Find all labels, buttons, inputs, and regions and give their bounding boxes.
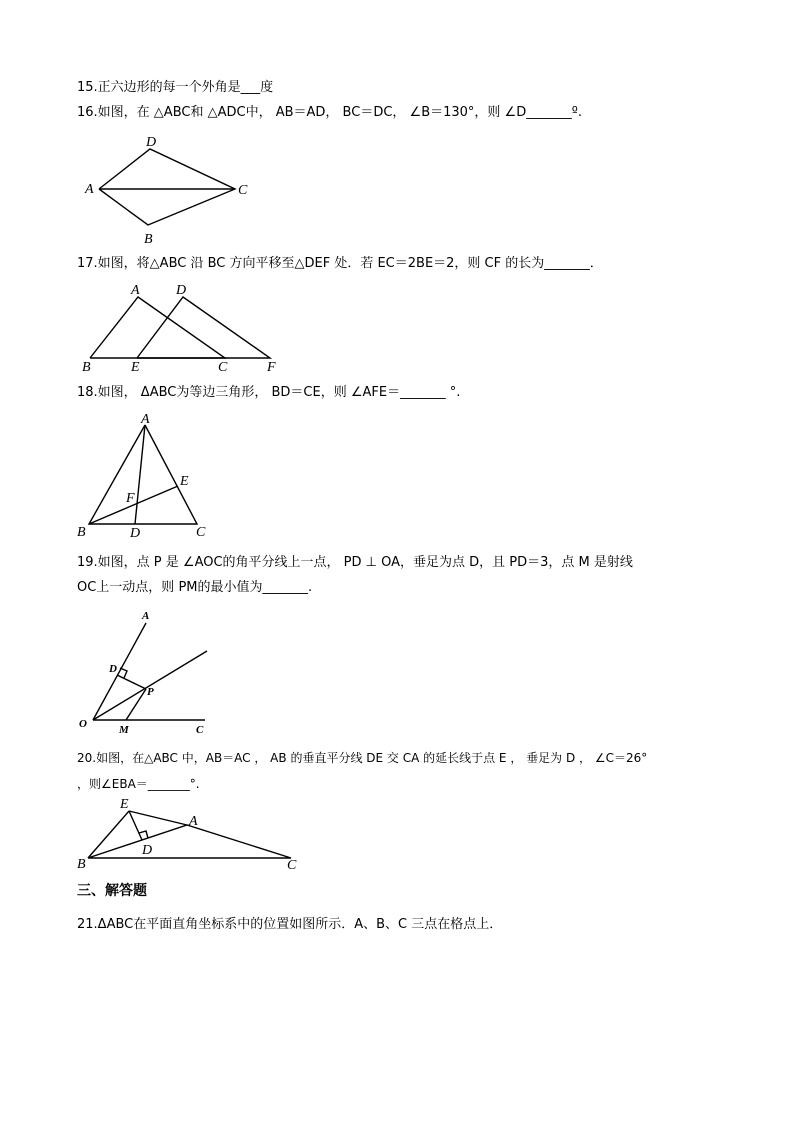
fig16-label-d: D <box>146 135 157 150</box>
figure-18 <box>75 412 225 542</box>
fig16-label-c: C <box>238 183 248 198</box>
question-18: 18.如图， ΔABC为等边三角形， BD＝CE，则 ∠AFE＝_______ °. <box>77 385 461 400</box>
question-21: 21.ΔABC在平面直角坐标系中的位置如图所示．A、B、C 三点在格点上． <box>77 917 503 932</box>
question-20-line-2: ，则∠EBA＝_______°. <box>77 777 200 791</box>
fig20-segment-ed <box>129 811 142 840</box>
question-15: 15.正六边形的每一个外角是___度 <box>77 80 274 95</box>
fig20-label-a: A <box>189 814 198 829</box>
question-19-line-2: OC上一动点，则 PM的最小值为_______. <box>77 580 313 595</box>
fig20-triangle-abc <box>88 825 291 858</box>
question-19-line-1: 19.如图，点 P 是 ∠AOC的角平分线上一点， PD ⊥ OA，垂足为点 D，且 PD＝3，点 M 是射线 <box>77 555 633 570</box>
fig16-quadrilateral <box>99 149 235 225</box>
fig20-label-e: E <box>120 797 129 812</box>
fig17-triangle-def <box>137 297 270 358</box>
fig19-label-p: P <box>147 686 154 698</box>
fig19-label-d: D <box>109 663 117 675</box>
fig17-label-f: F <box>267 360 276 375</box>
fig19-segment-pd <box>117 675 146 689</box>
fig17-label-d: D <box>176 283 187 298</box>
fig20-label-b: B <box>77 857 86 872</box>
fig18-label-d: D <box>130 526 141 541</box>
fig20-label-d: D <box>142 843 153 858</box>
fig20-label-c: C <box>287 858 297 873</box>
fig18-label-c: C <box>196 525 206 540</box>
fig17-label-a: A <box>131 283 140 298</box>
figure-16 <box>80 132 270 247</box>
question-17: 17.如图，将△ABC 沿 BC 方向平移至△DEF 处．若 EC＝2BE＝2，则 CF 的长为_______． <box>77 256 603 271</box>
question-16: 16.如图，在 △ABC和 △ADC中， AB＝AD， BC＝DC， ∠B＝130°，则 ∠D_______º. <box>77 105 582 120</box>
fig19-label-a: A <box>142 610 150 622</box>
section-3-heading: 三、解答题 <box>77 883 147 899</box>
fig18-label-a: A <box>141 412 150 427</box>
fig20-segment-ea <box>129 811 187 825</box>
fig18-label-b: B <box>77 525 86 540</box>
fig19-label-o: O <box>79 718 87 730</box>
fig18-label-f: F <box>126 491 135 506</box>
fig17-triangle-abc <box>90 297 225 358</box>
fig19-ray-oa <box>93 623 146 720</box>
fig16-label-b: B <box>144 232 153 247</box>
figure-17 <box>80 280 280 375</box>
fig18-label-e: E <box>180 474 189 489</box>
figure-19 <box>75 605 225 740</box>
fig16-label-a: A <box>85 182 94 197</box>
fig19-label-c: C <box>196 724 204 736</box>
fig17-label-c: C <box>218 360 228 375</box>
fig19-label-m: M <box>119 724 129 736</box>
fig17-label-b: B <box>82 360 91 375</box>
figure-20 <box>75 795 305 875</box>
question-20-line-1: 20.如图，在△ABC 中，AB＝AC ， AB 的垂直平分线 DE 交 CA 的延长线于点 E ， 垂足为 D ， ∠C＝26° <box>77 751 648 765</box>
fig17-label-e: E <box>131 360 140 375</box>
